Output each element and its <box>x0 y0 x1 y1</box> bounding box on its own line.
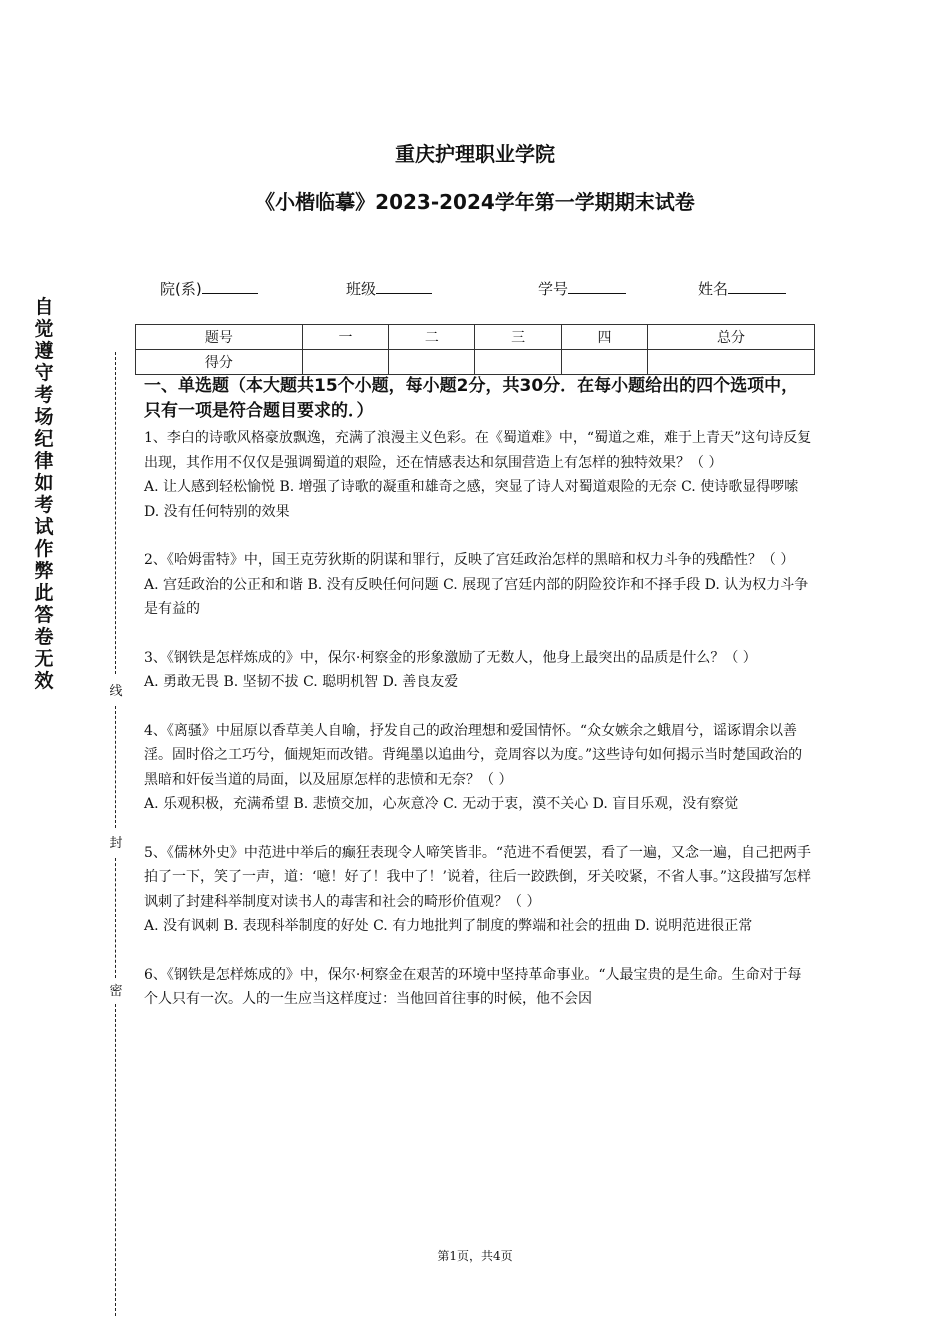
score-cell[interactable] <box>389 350 475 375</box>
student-id-field <box>538 278 626 299</box>
question-2 <box>144 548 814 622</box>
exam-discipline-notice: 自觉遵守考场纪律如考试作弊此答卷无效 <box>34 296 54 692</box>
binding-line-segment <box>115 1004 116 1316</box>
score-cell[interactable] <box>561 350 647 375</box>
score-cell[interactable] <box>302 350 388 375</box>
exam-title: 《小楷临摹》2023-2024学年第一学期期末试卷 <box>255 190 695 214</box>
question-1 <box>144 426 814 524</box>
question-text: 2、《哈姆雷特》中，国王克劳狄斯的阴谋和罪行，反映了宫廷政治怎样的黑暗和权力斗争的残酷性？（ ） <box>144 552 795 568</box>
question-options: A. 乐观积极，充满希望 B. 悲愤交加，心灰意冷 C. 无动于衷，漠不关心 D. 盲目乐观，没有察觉 <box>144 796 739 812</box>
student-id-blank[interactable] <box>568 279 626 294</box>
score-table-header <box>136 325 815 350</box>
score-header-cell: 一 <box>302 325 388 350</box>
exam-content <box>144 374 814 1036</box>
question-options: A. 勇敢无畏 B. 坚韧不拔 C. 聪明机智 D. 善良友爱 <box>144 674 459 690</box>
class-label: 班级 <box>346 280 377 298</box>
name-field <box>698 278 786 299</box>
question-6 <box>144 963 814 1012</box>
question-3 <box>144 646 814 695</box>
question-options: A. 没有讽刺 B. 表现科举制度的好处 C. 有力地批判了制度的弊端和社会的扭曲 D. 说明范进很正常 <box>144 918 753 934</box>
dept-field <box>160 278 258 299</box>
question-options: A. 宫廷政治的公正和和谐 B. 没有反映任何问题 C. 展现了宫廷内部的阴险狡诈和不择手段 D. 认为权力斗争是有益的 <box>144 576 809 617</box>
score-header-cell: 题号 <box>136 325 303 350</box>
question-5 <box>144 841 814 939</box>
question-text: 4、《离骚》中屈原以香草美人自喻，抒发自己的政治理想和爱国情怀。“众女嫉余之蛾眉兮，谣诼谓余以善淫。固时俗之工巧兮，偭规矩而改错。背绳墨以追曲兮，竞周容以为度。”这些诗句如何揭示当时楚国政治的黑暗和奸佞当道的局面，以及屈原怎样的悲愤和无奈？（ ） <box>144 722 803 788</box>
name-label: 姓名 <box>698 280 729 298</box>
section-heading: 一、单选题（本大题共15个小题，每小题2分，共30分．在每小题给出的四个选项中，只有一项是符合题目要求的．） <box>144 376 799 421</box>
question-text: 1、李白的诗歌风格豪放飘逸，充满了浪漫主义色彩。在《蜀道难》中，“蜀道之难，难于上青天”这句诗反复出现，其作用不仅仅是强调蜀道的艰险，还在情感表达和氛围营造上有怎样的独特效果？（ ） <box>144 430 812 471</box>
score-row-label: 得分 <box>136 350 303 375</box>
question-text: 5、《儒林外史》中范进中举后的癫狂表现令人啼笑皆非。“范进不看便罢，看了一遍，又念一遍，自己把两手拍了一下，笑了一声，道：‘噫！好了！我中了！’说着，往后一跤跌倒，牙关咬紧，不省人事。”这段描写怎样讽刺了封建科举制度对读书人的毒害和社会的畸形价值观？（ ） <box>144 844 812 910</box>
class-blank[interactable] <box>376 279 432 294</box>
score-table <box>135 324 815 375</box>
score-table-row <box>136 350 815 375</box>
student-id-label: 学号 <box>538 280 569 298</box>
dept-blank[interactable] <box>202 279 258 294</box>
binding-mark-seal: 封 <box>109 836 123 851</box>
school-name: 重庆护理职业学院 <box>395 142 555 166</box>
binding-mark-line: 线 <box>109 684 123 699</box>
class-field <box>346 278 432 299</box>
question-text: 3、《钢铁是怎样炼成的》中，保尔·柯察金的形象激励了无数人，他身上最突出的品质是什么？（ ） <box>144 649 757 666</box>
dept-label: 院(系) <box>160 280 202 298</box>
name-blank[interactable] <box>728 279 786 294</box>
binding-line-segment <box>115 352 116 674</box>
page-footer: 第1页，共4页 <box>437 1249 513 1263</box>
binding-mark-close: 密 <box>109 984 123 999</box>
binding-line-segment <box>115 706 116 828</box>
question-4 <box>144 719 814 817</box>
question-text: 6、《钢铁是怎样炼成的》中，保尔·柯察金在艰苦的环境中坚持革命事业。“人最宝贵的是生命。生命对于每个人只有一次。人的一生应当这样度过：当他回首往事的时候，他不会因 <box>144 966 802 1007</box>
binding-line-segment <box>115 858 116 978</box>
score-cell[interactable] <box>648 350 815 375</box>
score-header-cell: 二 <box>389 325 475 350</box>
score-cell[interactable] <box>475 350 561 375</box>
score-header-cell: 四 <box>561 325 647 350</box>
score-header-cell: 三 <box>475 325 561 350</box>
question-options: A. 让人感到轻松愉悦 B. 增强了诗歌的凝重和雄奇之感，突显了诗人对蜀道艰险的无奈 C. 使诗歌显得啰嗦 D. 没有任何特别的效果 <box>144 479 799 520</box>
score-header-cell: 总分 <box>648 325 815 350</box>
